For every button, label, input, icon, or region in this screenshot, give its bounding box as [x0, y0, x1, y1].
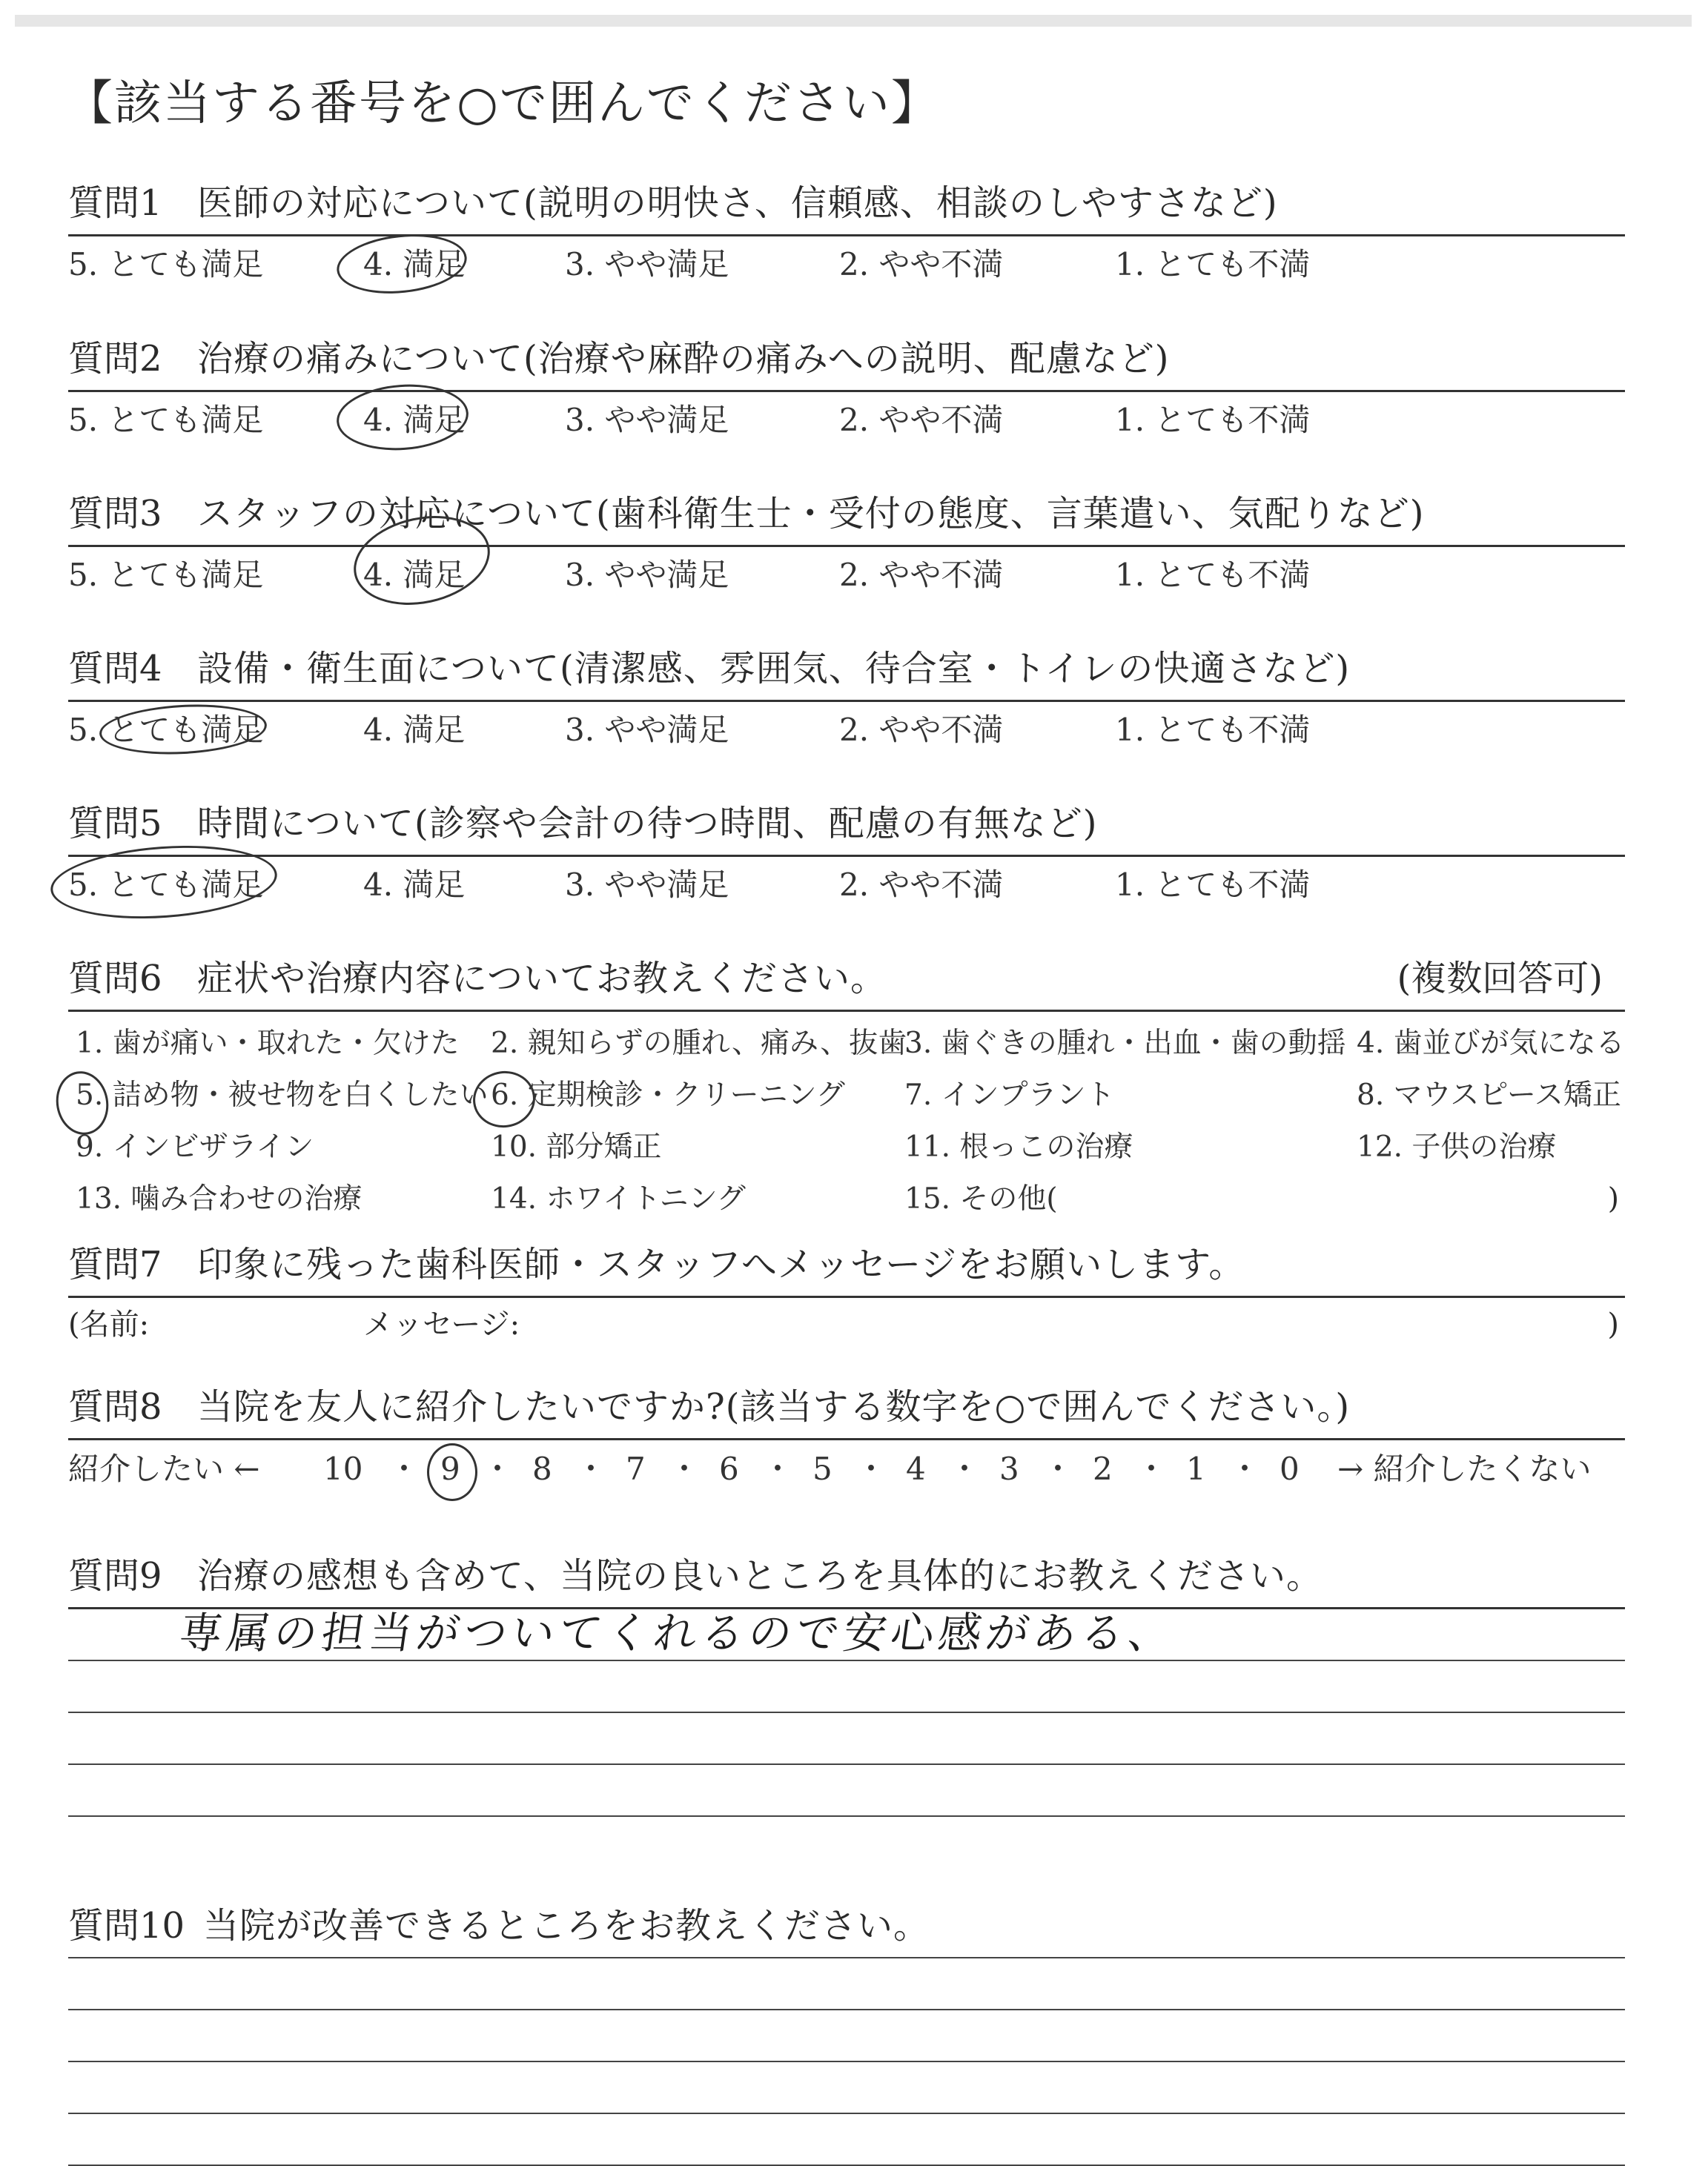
- option-very-satisfied[interactable]: 5. とても満足: [68, 712, 264, 748]
- scale-3[interactable]: 3: [999, 1451, 1019, 1487]
- question-label: 質問7: [68, 1244, 162, 1285]
- option-somewhat-satisfied[interactable]: 3. やや満足: [565, 246, 729, 282]
- option-very-satisfied[interactable]: 5. とても満足: [68, 402, 264, 438]
- option-very-satisfied[interactable]: 5. とても満足: [68, 867, 264, 903]
- question-text: 治療の感想も含めて、当院の良いところを具体的にお教えください。: [197, 1555, 1323, 1597]
- answer-line[interactable]: [68, 2114, 1625, 2166]
- rating-options: [68, 702, 1625, 746]
- question-text: 治療の痛みについて(治療や麻酔の痛みへの説明、配慮など): [197, 338, 1170, 380]
- option-somewhat-satisfied[interactable]: 3. やや満足: [565, 712, 729, 748]
- rating-options: [68, 857, 1625, 901]
- option-very-satisfied[interactable]: 5. とても満足: [68, 246, 264, 282]
- question-10: [68, 1890, 1625, 2166]
- option-14[interactable]: 14. ホワイトニング: [491, 1182, 746, 1216]
- question-label: 質問9: [68, 1555, 162, 1597]
- option-somewhat-unsatisfied[interactable]: 2. やや不満: [839, 246, 1004, 282]
- scale-separator: ・: [949, 1451, 981, 1487]
- option-somewhat-satisfied[interactable]: 3. やや満足: [565, 557, 729, 593]
- answer-line[interactable]: [68, 1609, 1625, 1661]
- question-label: 質問2: [68, 338, 162, 380]
- answer-line[interactable]: [68, 1958, 1625, 2010]
- answer-line[interactable]: [68, 1661, 1625, 1713]
- answer-lines: [68, 1609, 1625, 1817]
- recommend-scale: [68, 1440, 1625, 1497]
- option-7[interactable]: 7. インプラント: [904, 1079, 1115, 1112]
- option-very-unsatisfied[interactable]: 1. とても不満: [1115, 402, 1311, 438]
- option-2[interactable]: 2. 親知らずの腫れ、痛み、抜歯: [491, 1027, 907, 1060]
- close-paren: ): [1607, 1308, 1619, 1342]
- rating-options: [68, 547, 1625, 592]
- option-somewhat-unsatisfied[interactable]: 2. やや不満: [839, 867, 1004, 903]
- question-3: [68, 478, 1625, 592]
- question-8: [68, 1371, 1625, 1497]
- question-text: 印象に残った歯科医師・スタッフへメッセージをお願いします。: [197, 1244, 1245, 1285]
- scale-separator: ・: [762, 1451, 794, 1487]
- option-very-unsatisfied[interactable]: 1. とても不満: [1115, 246, 1311, 282]
- scale-separator: ・: [482, 1451, 514, 1487]
- question-6: [68, 943, 1625, 1227]
- scale-2[interactable]: 2: [1093, 1451, 1113, 1487]
- question-1: [68, 168, 1625, 281]
- multiple-answers-note: (複数回答可): [1397, 958, 1603, 999]
- option-very-satisfied[interactable]: 5. とても満足: [68, 557, 264, 593]
- scale-separator: ・: [1229, 1451, 1261, 1487]
- rating-options: [68, 392, 1625, 437]
- scale-separator: ・: [669, 1451, 701, 1487]
- answer-line[interactable]: [68, 2062, 1625, 2114]
- option-satisfied[interactable]: 4. 満足: [363, 867, 466, 903]
- option-satisfied[interactable]: 4. 満足: [363, 712, 466, 748]
- question-label: 質問10: [68, 1905, 185, 1947]
- option-very-unsatisfied[interactable]: 1. とても不満: [1115, 867, 1311, 903]
- question-label: 質問8: [68, 1386, 162, 1428]
- question-text: 当院を友人に紹介したいですか?(該当する数字を○で囲んでください。): [197, 1386, 1351, 1428]
- question-label: 質問1: [68, 182, 162, 224]
- option-5[interactable]: 5. 詰め物・被せ物を白くしたい: [76, 1079, 489, 1112]
- answer-lines: [68, 1958, 1625, 2166]
- question-7: [68, 1229, 1625, 1350]
- option-15-other[interactable]: 15. その他(: [904, 1182, 1058, 1216]
- option-somewhat-unsatisfied[interactable]: 2. やや不満: [839, 402, 1004, 438]
- answer-line[interactable]: [68, 2010, 1625, 2062]
- name-label: (名前:: [68, 1308, 150, 1342]
- question-text: 症状や治療内容についてお教えください。: [197, 958, 887, 999]
- scale-separator: ・: [855, 1451, 887, 1487]
- option-11[interactable]: 11. 根っこの治療: [904, 1130, 1133, 1164]
- option-satisfied[interactable]: 4. 満足: [363, 246, 466, 282]
- handwritten-answer: 専属の担当がついてくれるので安心感がある、: [176, 1608, 1179, 1658]
- message-line: [68, 1298, 1625, 1350]
- option-somewhat-satisfied[interactable]: 3. やや満足: [565, 402, 729, 438]
- recommend-no-label: → 紹介したくない: [1337, 1451, 1592, 1487]
- option-10[interactable]: 10. 部分矯正: [491, 1130, 662, 1164]
- option-9[interactable]: 9. インビザライン: [76, 1130, 314, 1164]
- option-satisfied[interactable]: 4. 満足: [363, 402, 466, 438]
- option-very-unsatisfied[interactable]: 1. とても不満: [1115, 712, 1311, 748]
- question-label: 質問3: [68, 493, 162, 534]
- question-9: [68, 1540, 1625, 1817]
- scale-1[interactable]: 1: [1186, 1451, 1206, 1487]
- option-8[interactable]: 8. マウスピース矯正: [1357, 1079, 1621, 1112]
- answer-line[interactable]: [68, 1765, 1625, 1817]
- question-text: 時間について(診察や会計の待つ時間、配慮の有無など): [197, 803, 1098, 844]
- option-13[interactable]: 13. 噛み合わせの治療: [76, 1182, 363, 1216]
- rating-options: [68, 236, 1625, 281]
- other-close-paren: ): [1607, 1182, 1619, 1216]
- scale-separator: ・: [388, 1451, 420, 1487]
- question-4: [68, 633, 1625, 746]
- question-text: 当院が改善できるところをお教えください。: [203, 1905, 930, 1947]
- scale-separator: ・: [1042, 1451, 1074, 1487]
- scale-5[interactable]: 5: [812, 1451, 833, 1487]
- question-label: 質問5: [68, 803, 162, 844]
- option-12[interactable]: 12. 子供の治療: [1357, 1130, 1557, 1164]
- scan-top-edge: [15, 15, 1692, 27]
- question-text: スタッフの対応について(歯科衛生士・受付の態度、言葉遣い、気配りなど): [197, 493, 1425, 534]
- scale-6[interactable]: 6: [719, 1451, 739, 1487]
- question-text: 医師の対応について(説明の明快さ、信頼感、相談のしやすさなど): [197, 182, 1278, 224]
- scale-4[interactable]: 4: [906, 1451, 926, 1487]
- scale-separator: ・: [1136, 1451, 1168, 1487]
- message-label: メッセージ:: [363, 1308, 520, 1342]
- option-1[interactable]: 1. 歯が痛い・取れた・欠けた: [76, 1027, 460, 1060]
- option-3[interactable]: 3. 歯ぐきの腫れ・出血・歯の動揺: [904, 1027, 1346, 1060]
- option-6[interactable]: 6. 定期検診・クリーニング: [491, 1079, 845, 1112]
- recommend-yes-label: 紹介したい ←: [68, 1451, 260, 1487]
- option-very-unsatisfied[interactable]: 1. とても不満: [1115, 557, 1311, 593]
- question-5: [68, 788, 1625, 901]
- scale-separator: ・: [575, 1451, 607, 1487]
- option-somewhat-unsatisfied[interactable]: 2. やや不満: [839, 557, 1004, 593]
- scale-0[interactable]: 0: [1280, 1451, 1300, 1487]
- scale-10[interactable]: 10: [323, 1451, 363, 1487]
- question-2: [68, 323, 1625, 437]
- symptom-options: [68, 1012, 1625, 1227]
- scale-9[interactable]: 9: [440, 1451, 460, 1487]
- form-title: 【該当する番号を○で囲んでください】: [65, 76, 940, 131]
- scale-7[interactable]: 7: [626, 1451, 646, 1487]
- question-text: 設備・衛生面について(清潔感、雰囲気、待合室・トイレの快適さなど): [197, 648, 1351, 689]
- option-somewhat-satisfied[interactable]: 3. やや満足: [565, 867, 729, 903]
- question-label: 質問6: [68, 958, 162, 999]
- scale-8[interactable]: 8: [532, 1451, 552, 1487]
- answer-line[interactable]: [68, 1713, 1625, 1765]
- option-4[interactable]: 4. 歯並びが気になる: [1357, 1027, 1625, 1060]
- option-satisfied[interactable]: 4. 満足: [363, 557, 466, 593]
- question-label: 質問4: [68, 648, 162, 689]
- option-somewhat-unsatisfied[interactable]: 2. やや不満: [839, 712, 1004, 748]
